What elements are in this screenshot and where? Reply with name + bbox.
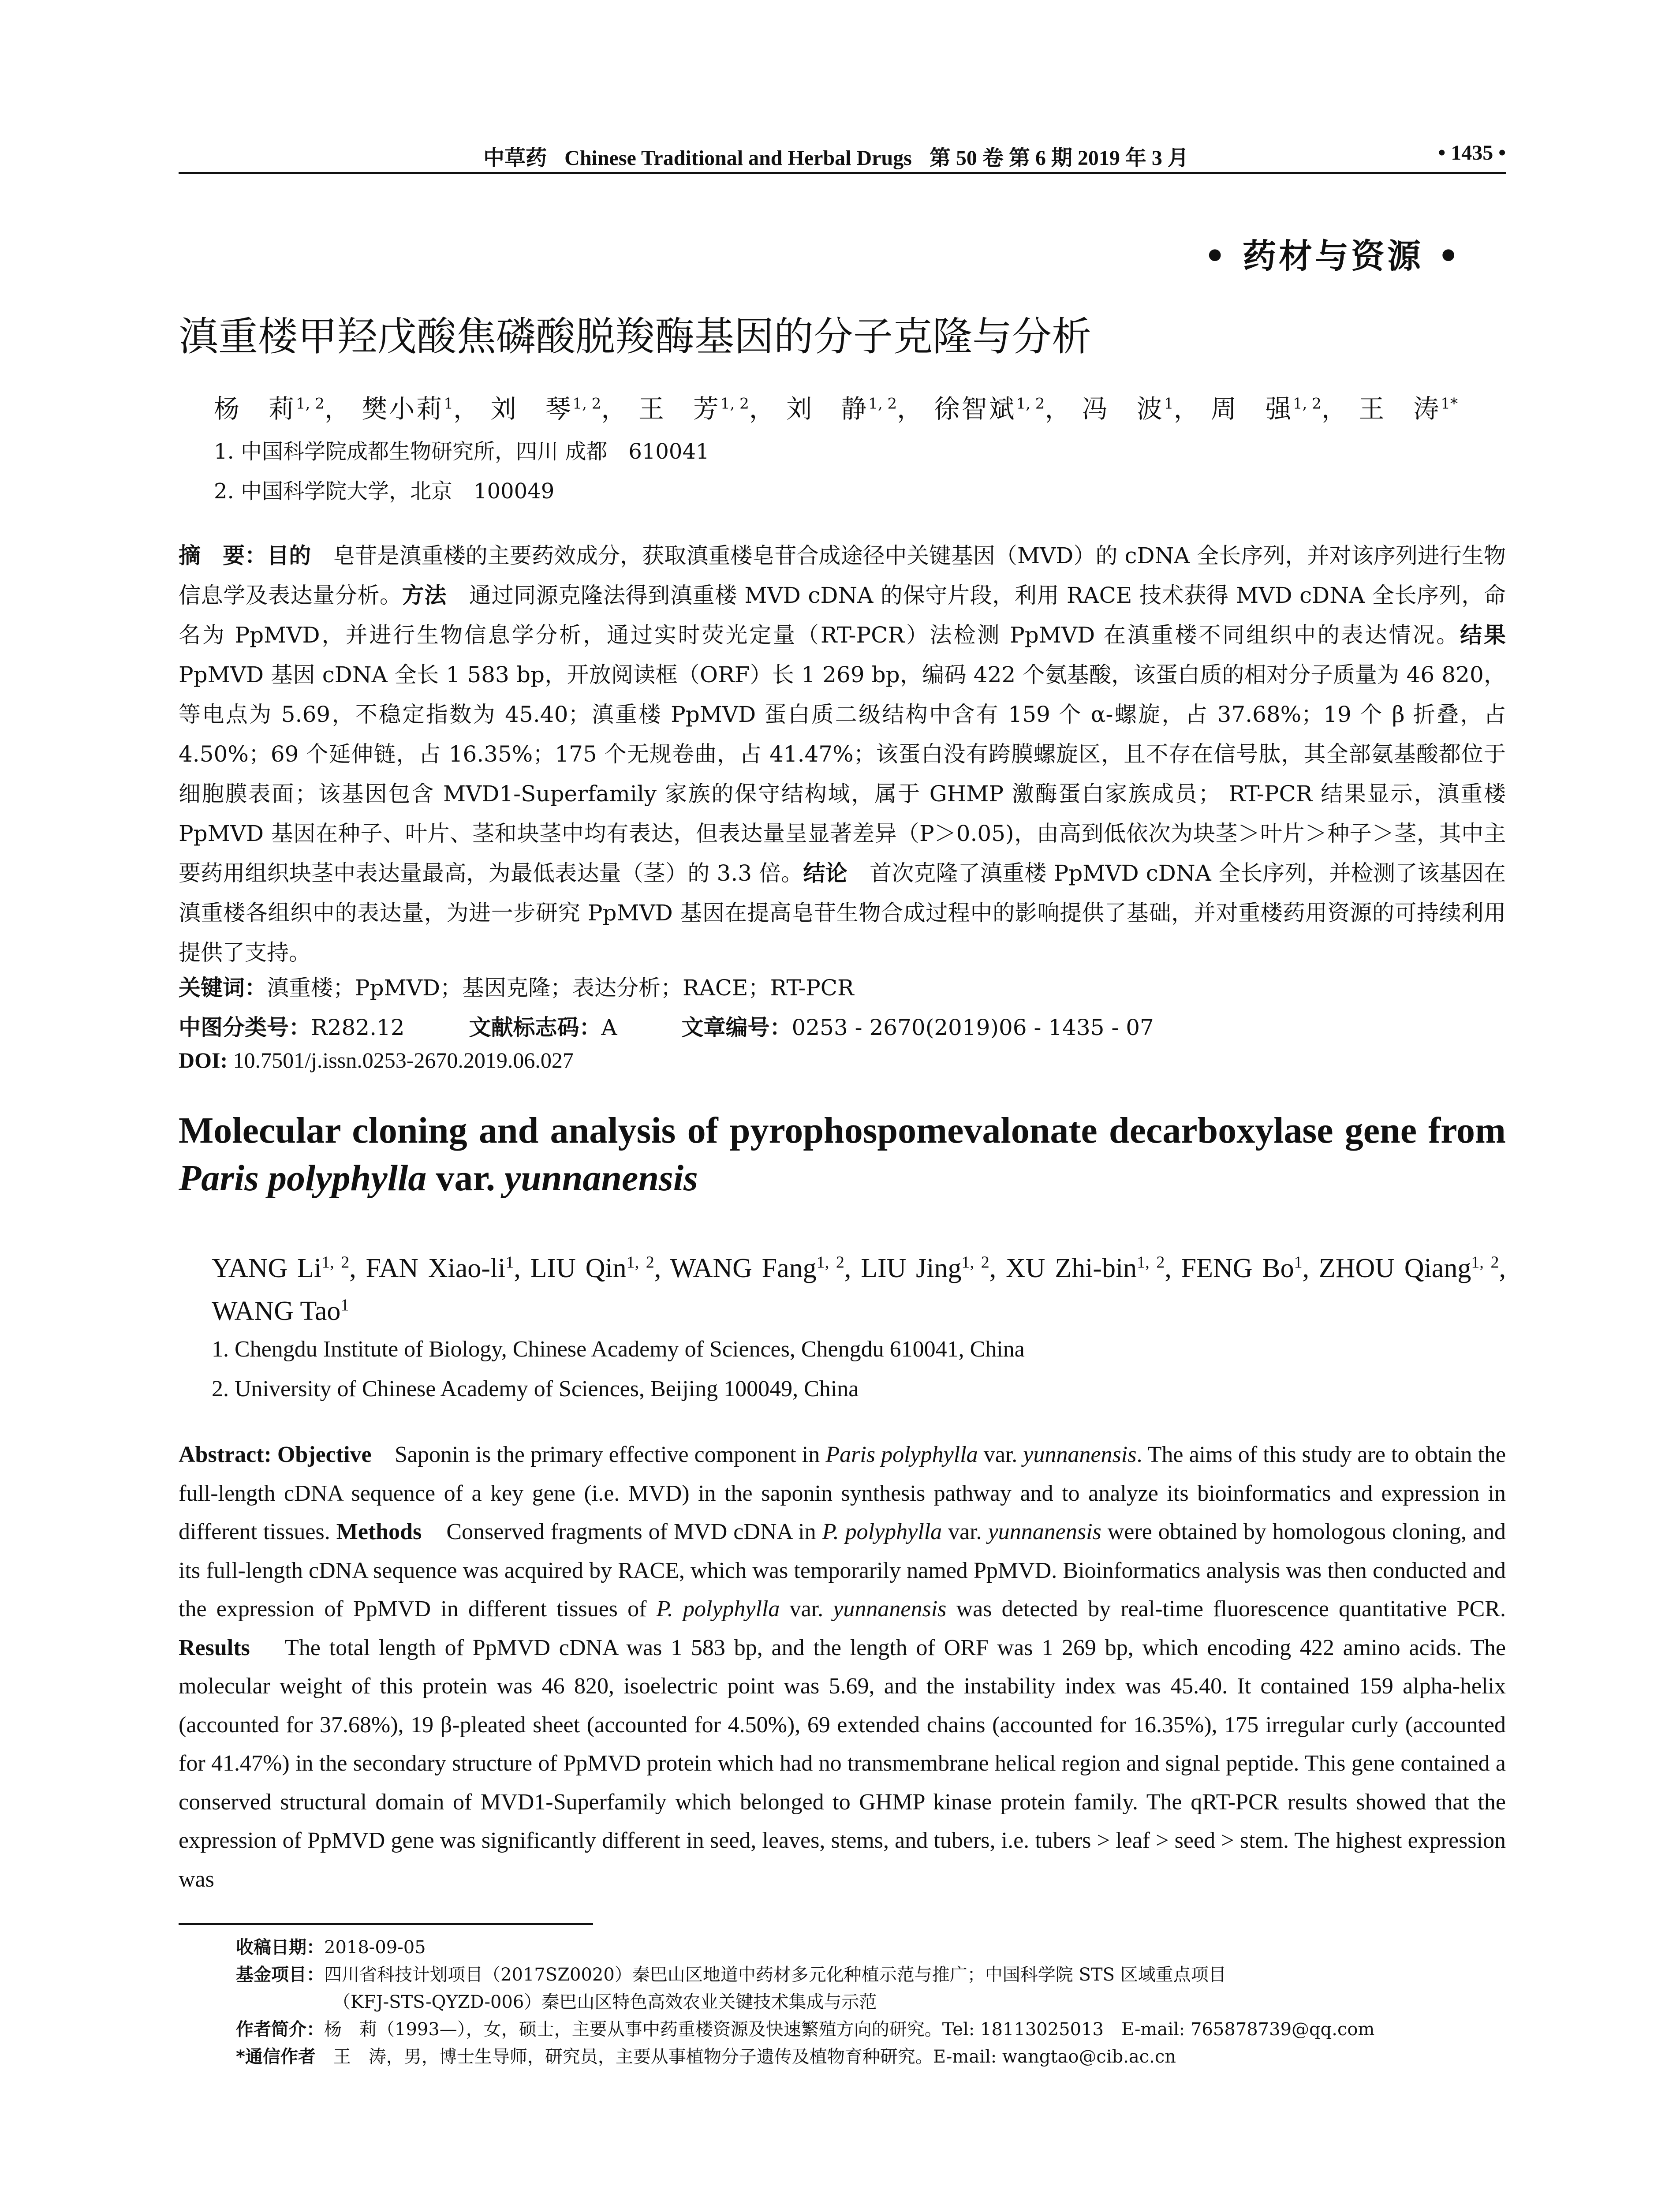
doc-code-value: A <box>601 1015 617 1040</box>
title-en: Molecular cloning and analysis of pyrophospomevalonate decarboxylase gene from Paris polyphylla var. yunnanensis <box>179 1110 1506 1199</box>
author-cn: 刘 静$^{1, 2}$， <box>786 394 925 424</box>
article-no-value: 0253 - 2670(2019)06 - 1435 - 07 <box>791 1015 1154 1040</box>
author-cn: 周 强$^{1, 2}$， <box>1211 394 1349 424</box>
objective-text: 皂苷是滇重楼的主要药效成分，获取滇重楼皂苷合成途径中关键基因（MVD）的 cDNA 全长序列，并对该序列进行生物信息学及表达量分析。 <box>179 543 1506 608</box>
doi-line <box>179 1047 574 1073</box>
author-en: YANG Li$^{1, 2}$, <box>212 1253 356 1283</box>
journal-line <box>179 141 1506 171</box>
author-en: FAN Xiao-$li^1$, <box>366 1253 521 1283</box>
author-en: FENG Bo$^1$, <box>1181 1253 1310 1283</box>
conclusion-label: 结论 <box>803 860 847 886</box>
affiliation-cn: 2. 中国科学院大学，北京 100049 <box>214 479 555 504</box>
author-cn: 杨 莉$^{1, 2}$， <box>214 394 352 424</box>
abstract-cn <box>179 536 1506 972</box>
affiliation-en: 2. University of Chinese Academy of Sciences, Beijing 100049, China <box>212 1376 859 1401</box>
results-en-label: Results <box>179 1635 250 1660</box>
authors-cn <box>214 388 1506 425</box>
keywords-label: 关键词： <box>179 975 267 1001</box>
abstract-en-label: Abstract: Objective <box>179 1442 372 1467</box>
footnote-fund: 基金项目：四川省科技计划项目（2017SZ0020）秦巴山区地道中药材多元化种植示范与推广；中国科学院 STS 区域重点项目 <box>236 1965 1226 1985</box>
authors-en <box>212 1244 1506 1330</box>
footnotes <box>236 1934 1506 2070</box>
author-cn: 冯 波$^1$， <box>1082 394 1201 424</box>
doc-code-label: 文献标志码： <box>469 1015 601 1040</box>
author-cn: 刘 琴$^{1, 2}$， <box>490 394 629 424</box>
footnote-corresponding: *通信作者 王 涛，男，博士生导师，研究员，主要从事植物分子遗传及植物育种研究。E-mail: wangtao@cib.ac.cn <box>236 2047 1176 2067</box>
methods-text: 通过同源克隆法得到滇重楼 MVD cDNA 的保守片段，利用 RACE 技术获得 MVD cDNA 全长序列，命名为 PpMVD，并进行生物信息学分析，通过实时荧光定量（RT-PCR）法检测 PpMVD 在滇重楼不同组织中的表达情况。 <box>179 583 1506 648</box>
issue-info: 第 50 卷 第 6 期 2019 年 3 月 <box>929 146 1189 170</box>
author-cn: 王 芳$^{1, 2}$， <box>638 394 777 424</box>
abstract-label: 摘 要： <box>179 543 267 568</box>
doi-value: 10.7501/j.issn.0253-2670.2019.06.027 <box>233 1048 574 1073</box>
author-en: WANG Tao$^1$ <box>212 1296 349 1327</box>
author-cn: 王 涛$^{1*}$ <box>1359 394 1458 424</box>
section-label: • 药材与资源 • <box>1204 236 1462 276</box>
footnote-fund-cont: （KFJ-STS-QYZD-006）秦巴山区特色高效农业关键技术集成与示范 <box>333 1992 877 2012</box>
author-en: ZHOU Qiang$^{1, 2}$, <box>1318 1253 1506 1283</box>
footnote-received: 收稿日期：2018-09-05 <box>236 1937 426 1958</box>
keywords-cn <box>179 970 854 1002</box>
classification-line <box>179 1010 1506 1042</box>
footnote-author: 作者简介：杨 莉（1993—），女，硕士，主要从事中药重楼资源及快速繁殖方向的研究。Tel: 18113025013 E-mail: 765878739@qq.com <box>236 2019 1375 2040</box>
author-en: LIU Jing$^{1, 2}$, <box>861 1253 997 1283</box>
running-header <box>179 135 1506 174</box>
author-cn: 樊小莉$^1$， <box>362 394 481 424</box>
author-en: LIU Qin$^{1, 2}$, <box>530 1253 661 1283</box>
author-en: XU Zhi-bin$^{1, 2}$, <box>1005 1253 1172 1283</box>
footnote-rule <box>179 1923 593 1925</box>
results-text: PpMVD 基因 cDNA 全长 1 583 bp，开放阅读框（ORF）长 1 269 bp，编码 422 个氨基酸，该蛋白质的相对分子质量为 46 820，等电点为 5.69，不稳定指数为 45.40；滇重楼 PpMVD 蛋白质二级结构中含有 159 个 α-螺旋，占 37.68%；19 个 β 折叠，占 4.50%；69 个延伸链，占 16.35%；175 个无规卷曲，占 41.47%；该蛋白没有跨膜螺旋区，且不存在信号肽，其全部氨基酸都位于细胞膜表面；该基因包含 MVD1-Superfamily 家族的保守结构域，属于 GHMP 激酶蛋白家族成员； RT-PCR 结果显示，滇重楼 PpMVD 基因在种子、叶片、茎和块茎中均有表达，但表达量呈显著差异（P＞0.05)，由高到低依次为块茎＞叶片＞种子＞茎，其中主要药用组织块茎中表达量最高，为最低表达量（茎）的 3.3 倍。 <box>179 662 1506 886</box>
methods-label: 方法 <box>402 583 447 608</box>
journal-name-cn: 中草药 <box>483 146 547 170</box>
title-cn: 滇重楼甲羟戊酸焦磷酸脱羧酶基因的分子克隆与分析 <box>179 314 1091 360</box>
doi-label: DOI: <box>179 1048 228 1073</box>
results-label: 结果 <box>1460 622 1506 648</box>
abstract-en: Abstract: Objective Saponin is the primary effective component in Paris polyphylla var. yunnanensis. The aims of this study are to obtain the full-length cDNA sequence of a key gene (i.e. MVD) in the saponin synthesis pathway and to analyze its bioinformatics and expression in different tissues. Methods Conserved fragments of MVD cDNA in P. polyphylla var. yunnanensis were obtained by homologous cloning, and its full-length cDNA sequence was acquired by RACE, which was temporarily named PpMVD. Bioinformatics analysis was then conducted and the expression of PpMVD in different tissues of P. polyphylla var. yunnanensis was detected by real-time fluorescence quantitative PCR. Results The total length of PpMVD cDNA was 1 583 bp, and the length of ORF was 1 269 bp, which encoding 422 amino acids. The molecular weight of this protein was 46 820, isoelectric point was 5.69, and the instability index was 45.40. It contained 159 alpha-helix (accounted for 37.68%), 19 β-pleated sheet (accounted for 4.50%), 69 extended chains (accounted for 16.35%), 175 irregular curly (accounted for 41.47%) in the secondary structure of PpMVD protein which had no transmembrane helical region and signal peptide. This gene contained a conserved structural domain of MVD1-Superfamily which belonged to GHMP kinase protein family. The qRT-PCR results showed that the expression of PpMVD gene was significantly different in seed, leaves, stems, and tubers, i.e. tubers > leaf > seed > stem. The highest expression was <box>179 1442 1506 1892</box>
objective-label: 目的 <box>267 543 311 568</box>
methods-en-label: Methods <box>336 1519 422 1544</box>
journal-name-en: Chinese Traditional and Herbal Drugs <box>564 146 912 170</box>
page-number: • 1435 • <box>1438 141 1506 164</box>
clc-label: 中图分类号： <box>179 1015 311 1040</box>
conclusion-text: 首次克隆了滇重楼 PpMVD cDNA 全长序列，并检测了该基因在滇重楼各组织中的表达量，为进一步研究 PpMVD 基因在提高皂苷生物合成过程中的影响提供了基础，并对重楼药用资源的可持续利用提供了支持。 <box>179 860 1506 965</box>
affiliation-cn: 1. 中国科学院成都生物研究所，四川 成都 610041 <box>214 439 709 464</box>
author-cn: 徐智斌$^{1, 2}$， <box>934 394 1072 424</box>
affiliation-en: 1. Chengdu Institute of Biology, Chinese Academy of Sciences, Chengdu 610041, China <box>212 1337 1025 1362</box>
author-en: WANG Fang$^{1, 2}$, <box>670 1253 851 1283</box>
keywords-text: 滇重楼；PpMVD；基因克隆；表达分析；RACE；RT-PCR <box>267 975 854 1001</box>
clc-value: R282.12 <box>311 1015 405 1040</box>
article-no-label: 文章编号： <box>681 1015 792 1040</box>
